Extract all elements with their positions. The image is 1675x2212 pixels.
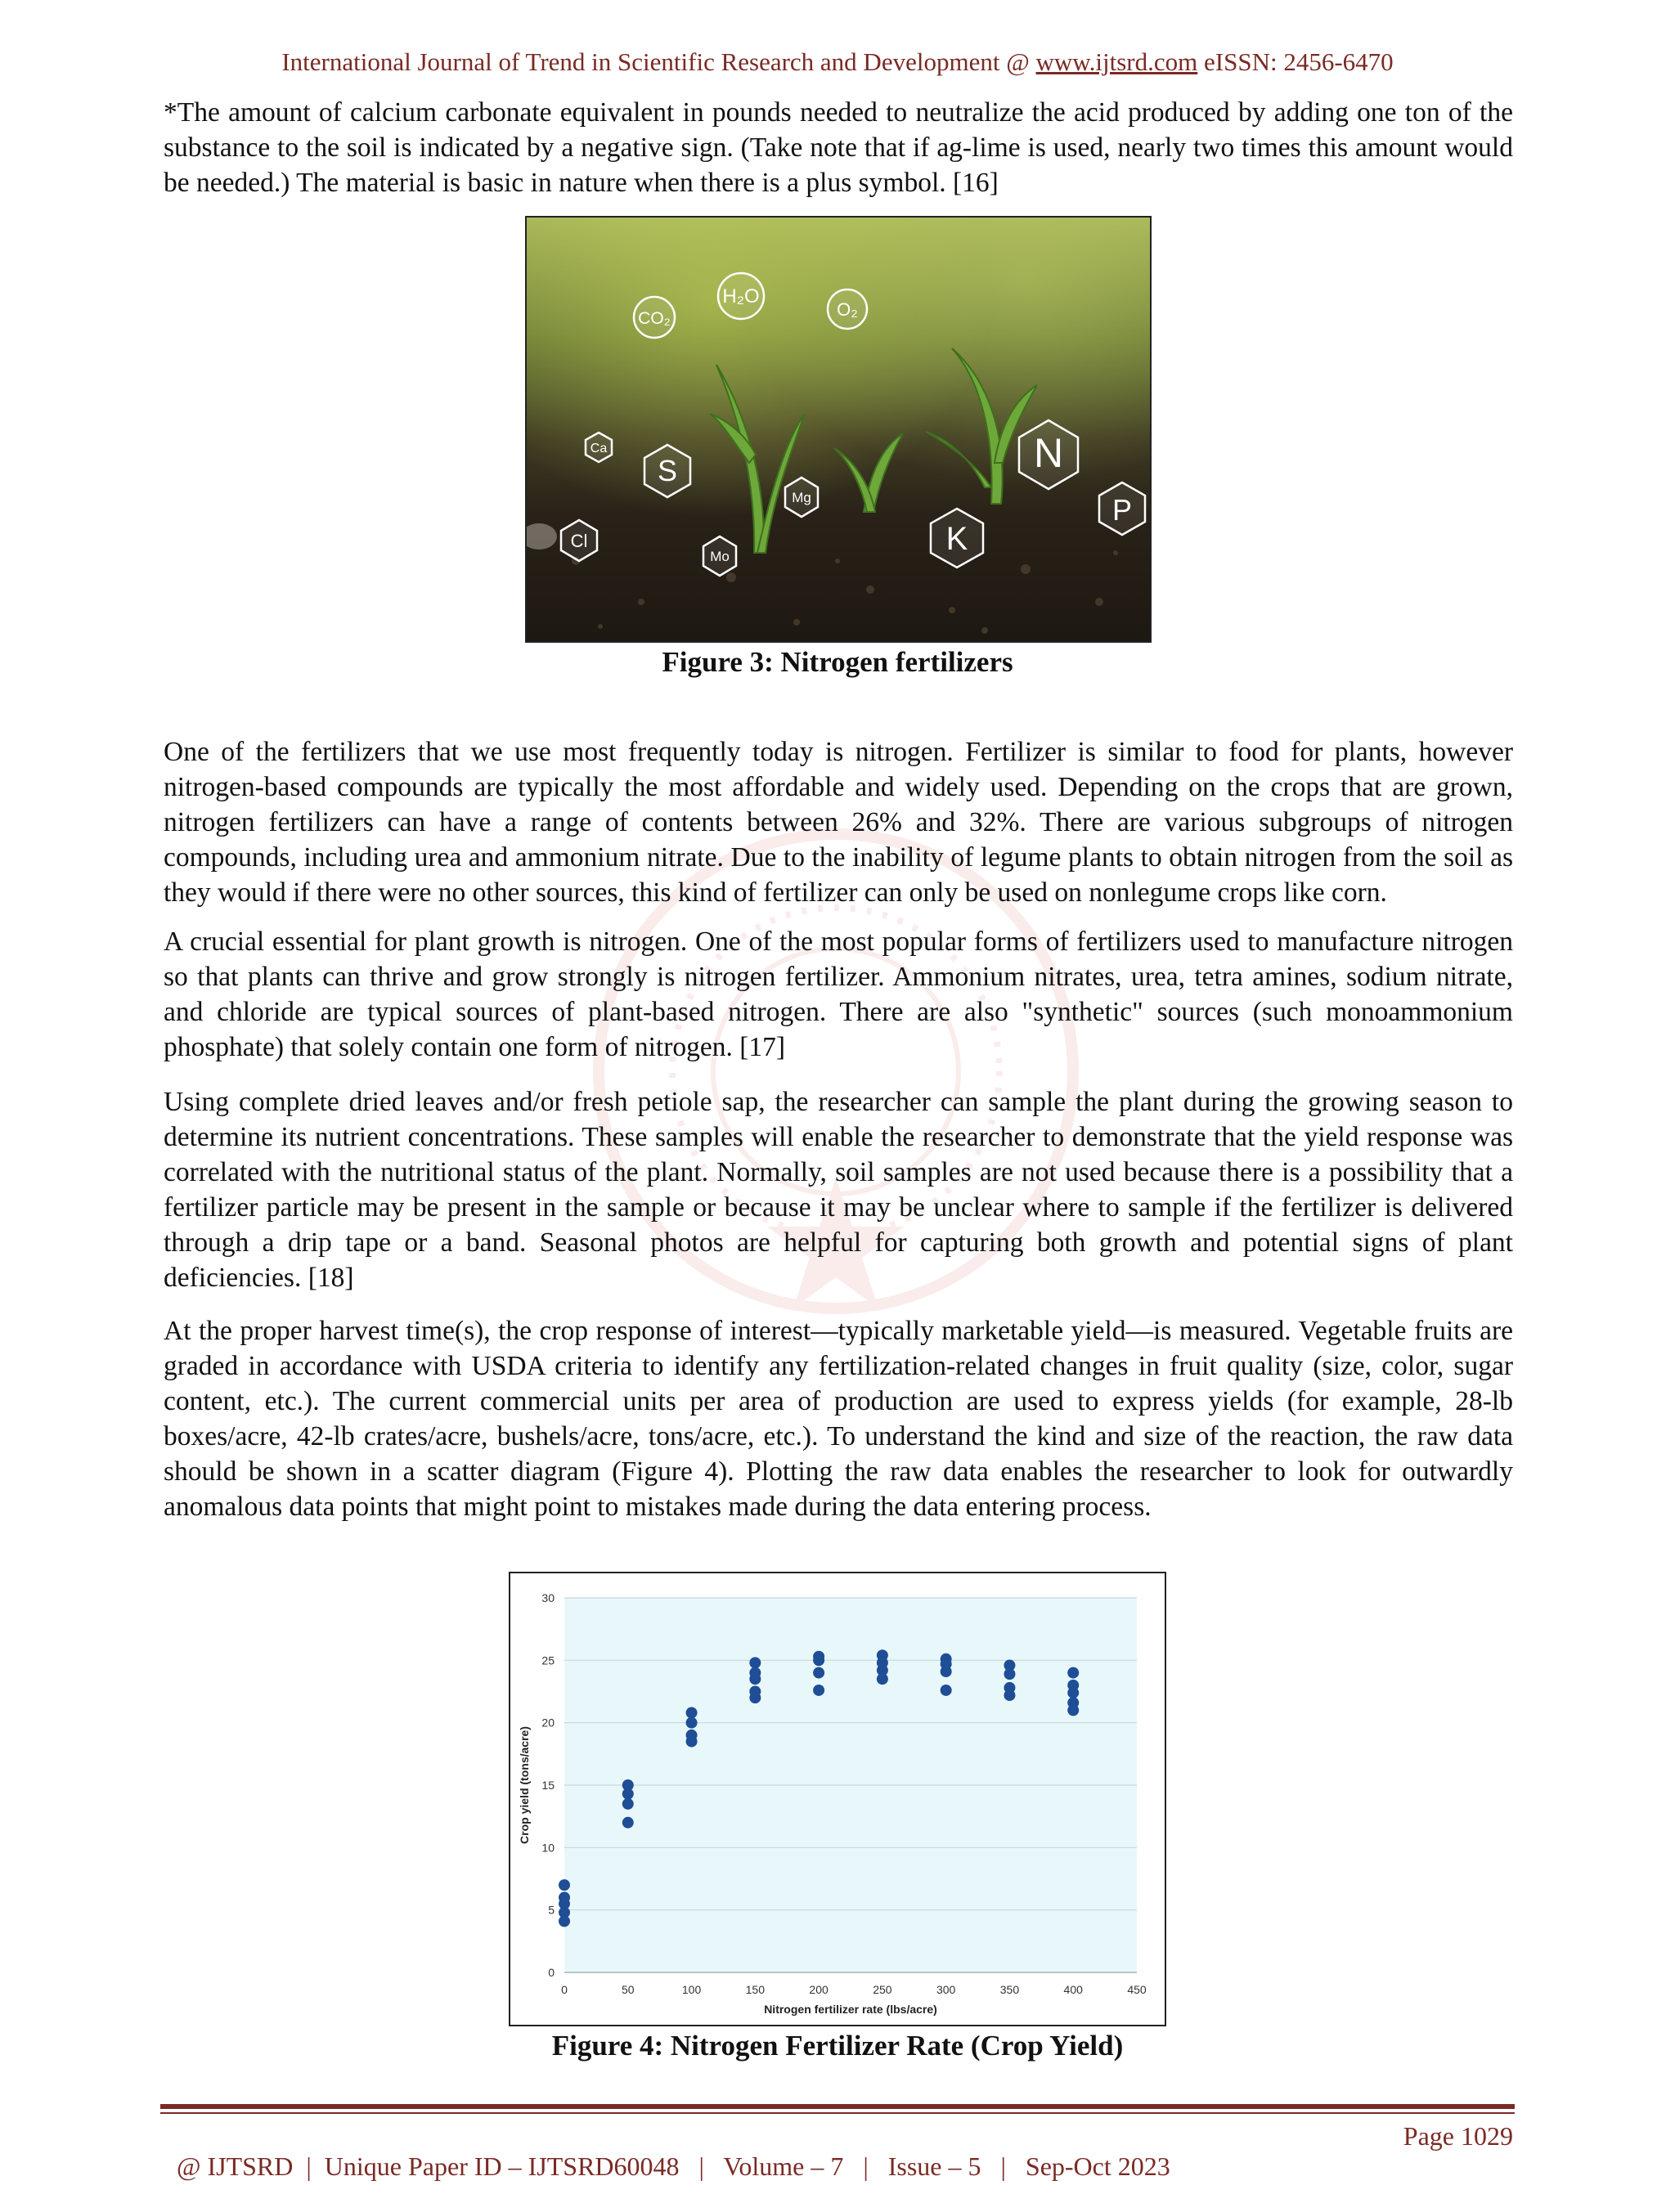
element-label-cl: Cl [570,531,588,551]
data-point [559,1915,570,1927]
paragraph-harvest-yield: At the proper harvest time(s), the crop response of interest—typically marketable yield—is measured. Vegetable fruits are graded in accordance with USDA criteria to identify any fertilization-related changes in fruit quality (size, color, sugar content, etc.). The current commercial units per area of production are used to express yields (for example, 28-lb boxes/acre, 42-lb crates/acre, bushels/acre, tons/acre, etc.). To understand the kind and size of the reaction, the raw data should be shown in a scatter diagram (Figure 4). Plotting the raw data enables the researcher to look for outwardly anomalous data points that might point to mistakes made during the data entering process. [164,1316,1513,1522]
element-label-mg: Mg [792,490,811,505]
data-point [941,1685,952,1696]
x-tick-label: 100 [681,1983,702,1996]
paragraph-acid-note: *The amount of calcium carbonate equivalent in pounds needed to neutralize the acid produced by adding one ton of the substance to the soil is indicated by a negative sign. (Take note that if ag-lime is used, nearly two times this amount would be needed.) The material is basic in nature when there is a plus symbol. [16] [164,97,1513,198]
x-tick-label: 150 [745,1983,766,1996]
data-point [622,1798,634,1810]
page-number: Page 1029 [1403,2121,1513,2151]
y-tick-label: 0 [548,1966,555,1979]
data-point [686,1717,698,1729]
x-tick-label: 50 [621,1983,635,1996]
element-label-ca: Ca [590,442,608,455]
figure-4-scatter-chart [509,1572,1166,2026]
footer-rule-thick [160,2104,1515,2109]
y-tick-label: 15 [541,1779,555,1792]
data-point [622,1788,634,1800]
x-tick-label: 450 [1127,1983,1147,1996]
data-point [1004,1689,1015,1701]
data-point [622,1817,634,1828]
data-point [559,1879,570,1891]
journal-name: International Journal of Trend in Scientific Research and Development @ [281,47,1036,76]
y-tick-label: 25 [541,1653,555,1667]
data-point [749,1692,761,1703]
y-tick-label: 5 [548,1903,555,1917]
x-axis-title: Nitrogen fertilizer rate (lbs/acre) [764,2003,937,2016]
x-tick-label: 350 [999,1983,1020,1996]
x-tick-label: 400 [1063,1983,1083,1996]
element-label-s: S [657,454,678,487]
x-tick-label: 300 [936,1983,956,1996]
element-label-k: K [945,521,968,557]
data-point [877,1673,888,1685]
data-point [941,1666,952,1677]
footer-citation: @ IJTSRD | Unique Paper ID – IJTSRD60048 | Volume – 7 | Issue – 5 | Sep-Oct 2023 [177,2151,1170,2181]
data-point [813,1667,824,1679]
data-point [1067,1704,1079,1716]
figure-3-seedlings-photo [525,216,1152,643]
data-point [813,1654,824,1666]
data-point [1004,1668,1015,1680]
running-header [0,47,1675,77]
data-point [1067,1687,1079,1698]
figure-4-caption: Figure 4: Nitrogen Fertilizer Rate (Crop Yield) [551,2030,1124,2062]
y-tick-label: 20 [541,1716,555,1730]
data-point [749,1657,761,1668]
x-tick-label: 0 [561,1983,568,1996]
element-label-h2o: H₂O [722,285,760,307]
paragraph-plant-sampling: Using complete dried leaves and/or fresh petiole sap, the researcher can sample the plant during the growing season to determine its nutrient concentrations. These samples will enable the researcher to demonstrate that the yield response was correlated with the nutritional status of the plant. Normally, soil samples are not used because there is a possibility that a fertilizer particle may be present in the sample or because it may be unclear where to sample if the fertilizer is delivered through a drip tape or a band. Seasonal photos are helpful for capturing both growth and potential signs of plant deficiencies. [18] [164,1087,1513,1293]
data-point [749,1673,761,1685]
x-tick-label: 200 [809,1983,829,1996]
chart-canvas [510,1573,1165,2025]
y-tick-label: 30 [541,1591,555,1604]
footer-rule-thin [160,2112,1515,2114]
data-point [813,1685,824,1696]
paragraph-nitrogen-sources: A crucial essential for plant growth is nitrogen. One of the most popular forms of fertilizers used to manufacture nitrogen so that plants can thrive and grow strongly is nitrogen fertilizer. Ammonium nitrates, urea, tetra amines, sodium nitrate, and chloride are typical sources of plant-based nitrogen. There are also "synthetic" sources (such monoammonium phosphate) that solely contain one form of nitrogen. [17] [164,927,1513,1062]
paragraph-nitrogen-fertilizers: One of the fertilizers that we use most frequently today is nitrogen. Fertilizer is similar to food for plants, however nitrogen-based compounds are typically the most affordable and widely used. Depending on the crops that are grown, nitrogen fertilizers can have a range of contents between 26% and 32%. There are various subgroups of nitrogen compounds, including urea and ammonium nitrate. Due to the inability of legume plants to obtain nitrogen from the soil as they would if there were no other sources, this kind of fertilizer can only be used on nonlegume crops like corn. [164,737,1513,908]
data-point [686,1707,698,1718]
seedlings-illustration [527,218,1152,643]
journal-issn: eISSN: 2456-6470 [1197,47,1394,76]
x-tick-label: 250 [873,1983,892,1996]
element-label-o2: O₂ [837,299,858,320]
data-point [1067,1667,1079,1679]
figure-3-caption: Figure 3: Nitrogen fertilizers [662,646,1013,678]
element-label-n: N [1033,430,1064,476]
element-label-mo: Mo [710,549,730,564]
y-axis-title: Crop yield (tons/acre) [518,1726,531,1844]
element-label-co2: CO₂ [638,309,671,328]
journal-url-link[interactable]: www.ijtsrd.com [1035,47,1198,76]
data-point [686,1736,698,1748]
element-label-p: P [1111,493,1133,527]
y-tick-label: 10 [541,1841,555,1855]
